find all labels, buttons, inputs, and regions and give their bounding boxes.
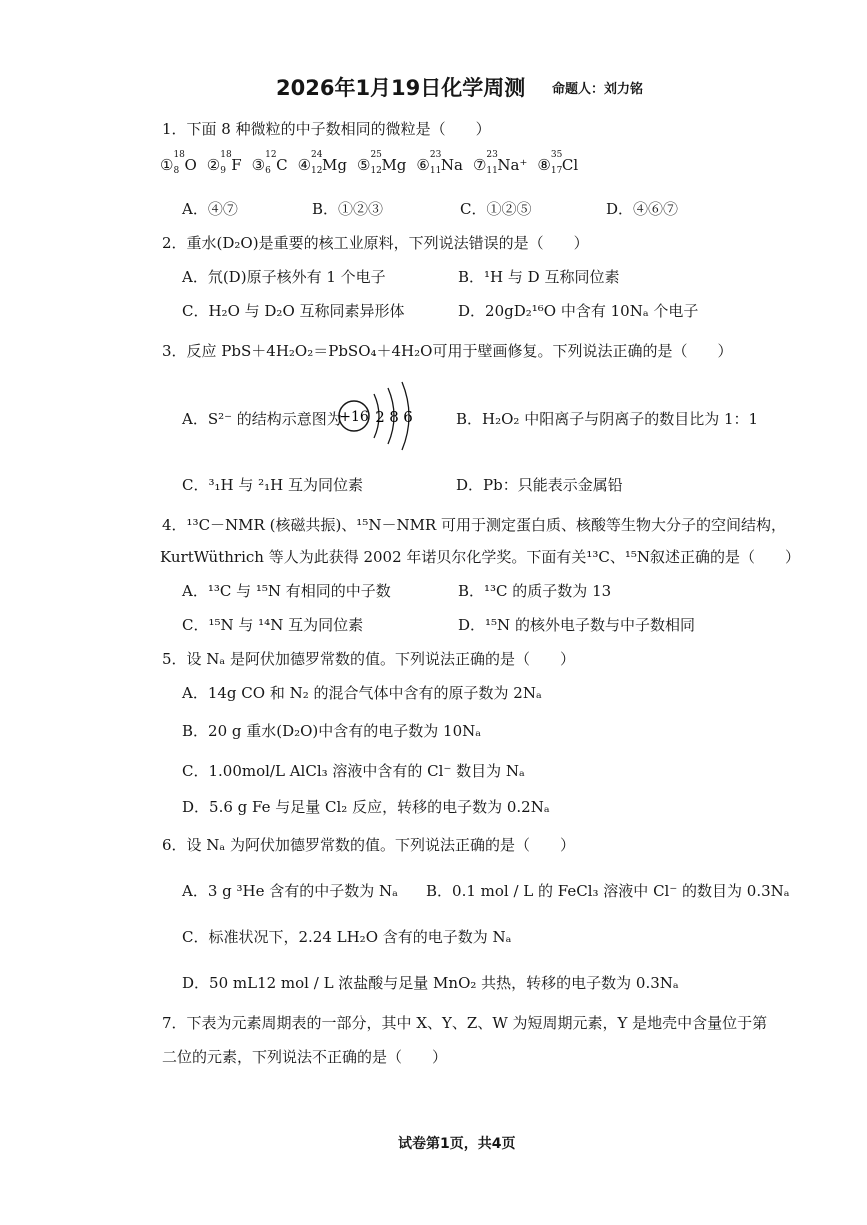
atomic-number: 9 <box>220 166 226 176</box>
question-3-option-c: C．³₁H 与 ²₁H 互为同位素 <box>182 476 363 494</box>
nuclide-notation <box>173 150 197 176</box>
question-6-option-d: D．50 mL12 mol / L 浓盐酸与足量 MnO₂ 共热，转移的电子数为 0.3Nₐ <box>182 974 679 992</box>
question-4-option-b: B．¹³C 的质子数为 13 <box>458 582 612 600</box>
question-5-option-c: C．1.00mol/L AlCl₃ 溶液中含有的 Cl⁻ 数目为 Nₐ <box>182 762 525 780</box>
atomic-number: 12 <box>311 166 323 176</box>
element-symbol: Cl <box>561 156 579 174</box>
question-1-option-c: C．①②⑤ <box>460 200 532 218</box>
particle-index: ① <box>160 156 174 174</box>
atomic-number: 12 <box>370 166 382 176</box>
sulfide-ion-structure-diagram <box>336 380 436 464</box>
question-2-option-c: C．H₂O 与 D₂O 互称同素异形体 <box>182 302 405 320</box>
mass-number: 23 <box>429 150 442 160</box>
page-footer: 试卷第1页，共4页 <box>398 1136 516 1152</box>
nuclide-notation <box>370 150 407 176</box>
question-3-option-a: A．S²⁻ 的结构示意图为 <box>182 410 342 428</box>
element-symbol: Na⁺ <box>497 156 528 174</box>
nuclide-notation <box>311 150 347 176</box>
particle-index: ② <box>206 156 221 174</box>
question-5-stem: 5．设 Nₐ 是阿伏加德罗常数的值。下列说法正确的是（ ） <box>162 650 575 668</box>
particle-index: ⑥ <box>416 156 430 174</box>
question-4-option-a: A．¹³C 与 ¹⁵N 有相同的中子数 <box>182 582 391 600</box>
question-5-option-b: B．20 g 重水(D₂O)中含有的电子数为 10Nₐ <box>182 722 482 740</box>
nuclide-notation <box>220 150 242 176</box>
particle-index: ③ <box>251 156 266 174</box>
author-line: 命题人：刘力铭 <box>552 82 644 97</box>
question-2-option-a: A．氘(D)原子核外有 1 个电子 <box>182 268 386 286</box>
question-3-option-d: D．Pb：只能表示金属铅 <box>456 476 623 494</box>
shell-1-electrons: 2 <box>375 408 385 426</box>
element-symbol: F <box>231 156 242 174</box>
page-title: 2026年1月19日化学周测 <box>276 76 526 100</box>
question-1-particles <box>160 150 588 176</box>
mass-number: 18 <box>173 150 185 160</box>
element-symbol: Mg <box>322 156 347 174</box>
particle-index: ⑤ <box>357 156 371 174</box>
element-symbol: Na <box>440 156 463 174</box>
shell-3-electrons: 6 <box>403 408 413 426</box>
mass-number: 25 <box>370 150 382 160</box>
element-symbol: Mg <box>381 156 407 174</box>
question-7-stem-line-2: 二位的元素，下列说法不正确的是（ ） <box>162 1048 448 1066</box>
question-5-option-d: D．5.6 g Fe 与足量 Cl₂ 反应，转移的电子数为 0.2Nₐ <box>182 798 550 816</box>
question-7-stem-line-1: 7．下表为元素周期表的一部分，其中 X、Y、Z、W 为短周期元素，Y 是地壳中含量位于第 <box>162 1014 768 1032</box>
question-1-stem: 1．下面 8 种微粒的中子数相同的微粒是（ ） <box>162 120 491 138</box>
question-1-option-a: A．④⑦ <box>182 200 238 218</box>
particle-index: ⑧ <box>537 156 551 174</box>
element-symbol: C <box>276 156 288 174</box>
atomic-number: 6 <box>265 166 271 176</box>
question-6-stem: 6．设 Nₐ 为阿伏加德罗常数的值。下列说法正确的是（ ） <box>162 836 575 854</box>
question-1-option-d: D．④⑥⑦ <box>606 200 679 218</box>
question-3-option-b: B．H₂O₂ 中阳离子与阴离子的数目比为 1：1 <box>456 410 759 428</box>
nuclide-notation <box>265 150 288 176</box>
question-4-stem-line-2: KurtWüthrich 等人为此获得 2002 年诺贝尔化学奖。下面有关¹³C、¹⁵N叙述正确的是（ ） <box>160 548 801 566</box>
question-4-option-c: C．¹⁵N 与 ¹⁴N 互为同位素 <box>182 616 364 634</box>
question-6-option-c: C．标准状况下，2.24 LH₂O 含有的电子数为 Nₐ <box>182 928 512 946</box>
nuclide-notation <box>429 150 463 176</box>
atomic-number: 17 <box>550 166 563 176</box>
question-3-stem: 3．反应 PbS＋4H₂O₂＝PbSO₄＋4H₂O可用于壁画修复。下列说法正确的是（ ） <box>162 342 733 360</box>
question-4-option-d: D．¹⁵N 的核外电子数与中子数相同 <box>458 616 695 634</box>
atomic-number: 11 <box>429 166 442 176</box>
element-symbol: O <box>184 156 197 174</box>
particle-index: ④ <box>297 156 312 174</box>
question-1-option-b: B．①②③ <box>312 200 384 218</box>
question-2-option-b: B．¹H 与 D 互称同位素 <box>458 268 620 286</box>
question-5-option-a: A．14g CO 和 N₂ 的混合气体中含有的原子数为 2Nₐ <box>182 684 542 702</box>
atomic-number: 11 <box>486 166 498 176</box>
question-6-option-b: B．0.1 mol / L 的 FeCl₃ 溶液中 Cl⁻ 的数目为 0.3Nₐ <box>426 882 790 900</box>
shell-2-electrons: 8 <box>389 408 399 426</box>
mass-number: 18 <box>220 150 232 160</box>
mass-number: 35 <box>550 150 563 160</box>
atomic-number: 8 <box>173 166 180 176</box>
nuclide-notation <box>486 150 528 176</box>
question-4-stem-line-1: 4．¹³C－NMR (核磁共振)、¹⁵N－NMR 可用于测定蛋白质、核酸等生物大分子的空间结构， <box>162 516 786 534</box>
question-2-option-d: D．20gD₂¹⁶O 中含有 10Nₐ 个电子 <box>458 302 699 320</box>
question-2-stem: 2．重水(D₂O)是重要的核工业原料，下列说法错误的是（ ） <box>162 234 589 252</box>
nuclide-notation <box>550 150 579 176</box>
nucleus-charge: +16 <box>339 409 369 425</box>
mass-number: 24 <box>311 150 323 160</box>
question-6-option-a: A．3 g ³He 含有的中子数为 Nₐ <box>182 882 398 900</box>
mass-number: 23 <box>486 150 498 160</box>
particle-index: ⑦ <box>472 156 487 174</box>
mass-number: 12 <box>265 150 277 160</box>
